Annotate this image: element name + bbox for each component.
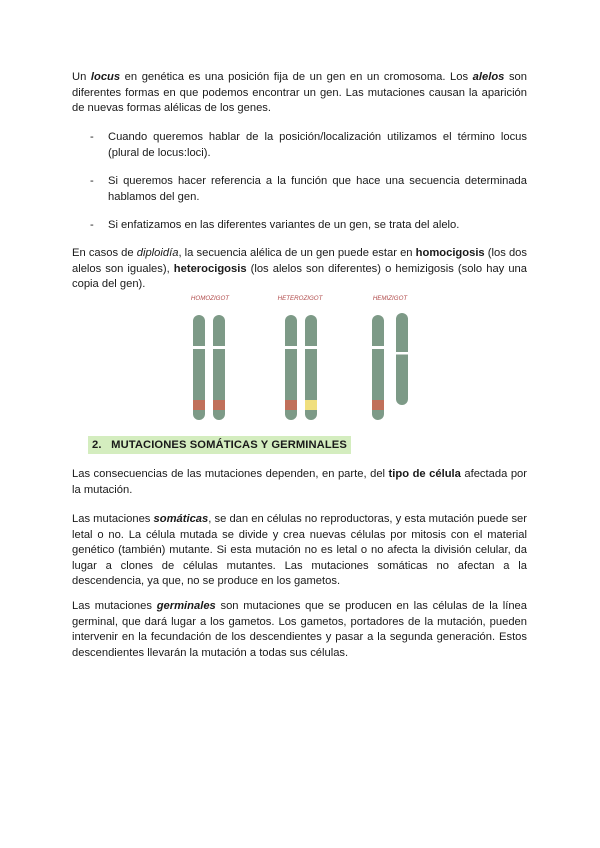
bullet-dash: - [90, 131, 94, 143]
allele-band-a [285, 400, 297, 410]
list-item-text: Cuando queremos hablar de la posición/localización utilizamos el término locus (plural de locus:loci). [108, 131, 527, 159]
centromere [370, 346, 386, 349]
term-homocigosis: homocigosis [415, 247, 485, 259]
allele-band-b [305, 400, 317, 410]
allele-band-a [372, 400, 384, 410]
centromere [394, 352, 410, 355]
term-diploidia: diploidía [136, 247, 179, 259]
allele-band-a [193, 400, 205, 410]
intro-paragraph [72, 70, 527, 117]
term-heterocigosis: heterocigosis [173, 262, 247, 275]
section-heading [88, 436, 351, 454]
bullet-dash: - [90, 175, 94, 187]
intro-text-2: en genética es una posición fija de un gen en un cromosoma. Los [120, 71, 473, 83]
label-homozigot: HOMOZIGOT [190, 295, 230, 302]
list-item-text: Si queremos hacer referencia a la función que hace una secuencia determinada hablamos del gen. [108, 175, 527, 203]
term-germinales: germinales [156, 600, 216, 612]
somatic-text-2: , se dan en células no reproductoras, y esta mutación puede ser letal o no. La célula mutada se divide y crea nuevas células por mitosis con el material genético (también) mutante. Si esta mutación no es letal o no afecta la división celular, da lugar a clones de células mutantes. Las mutaciones somáticas no afectan a la descendencia, ya que, no se produce en los gametos. [72, 513, 527, 588]
term-locus: locus [90, 71, 121, 83]
list-item [90, 174, 527, 205]
germinal-paragraph [72, 599, 527, 661]
consequences-text-2: afectada por la mutación. [72, 468, 527, 496]
section-title: MUTACIONES SOMÁTICAS Y GERMINALES [111, 439, 347, 451]
term-tipo-celula: tipo de célula [388, 468, 461, 480]
germinal-text-1: Las mutaciones [72, 600, 157, 612]
germinal-text-2: son mutaciones que se producen en las células de la línea germinal, que dará lugar a los gametos. Los gametos, portadores de la mutación, pueden intervenir en la fecundación de los descendientes y pasar a la segunda generación. Estos descendientes llevarán la mutación a todas sus células. [72, 600, 527, 659]
diploidy-text-4: (los alelos son diferentes) o hemizigosis (solo hay una copia del gen). [72, 262, 527, 291]
label-heterozigot: HETEROZIGOT [277, 295, 323, 302]
consequences-paragraph [72, 467, 527, 498]
allele-band-a [213, 400, 225, 410]
intro-text-1: Un [72, 71, 91, 83]
somatic-text-1: Las mutaciones [72, 513, 154, 525]
centromere [191, 346, 207, 349]
list-item-text: Si enfatizamos en las diferentes variantes de un gen, se trata del alelo. [108, 219, 460, 231]
diploidy-text-1: En casos de [72, 247, 137, 259]
section-number: 2. [92, 439, 102, 451]
centromere [303, 346, 319, 349]
list-item [90, 130, 527, 161]
bullet-dash: - [90, 219, 94, 231]
diploidy-text-3: (los dos alelos son iguales), [72, 247, 527, 275]
term-somaticas: somáticas [153, 513, 209, 525]
term-alelos: alelos [472, 71, 505, 83]
chromosome-hemizigot-2 [396, 313, 408, 405]
diploidy-paragraph [72, 246, 527, 293]
label-hemizigot: HEMIZIGOT [372, 295, 408, 302]
somatic-paragraph [72, 512, 527, 590]
diploidy-text-2: , la secuencia alélica de un gen puede estar en [178, 247, 416, 259]
centromere [283, 346, 299, 349]
centromere [211, 346, 227, 349]
list-item [90, 218, 527, 234]
chromosome-figure [170, 290, 440, 425]
intro-text-3: son diferentes formas en que podemos encontrar un gen. Las mutaciones causan la aparición de nuevas formas alélicas de los genes. [72, 71, 527, 115]
consequences-text-1: Las consecuencias de las mutaciones dependen, en parte, del [72, 468, 389, 480]
